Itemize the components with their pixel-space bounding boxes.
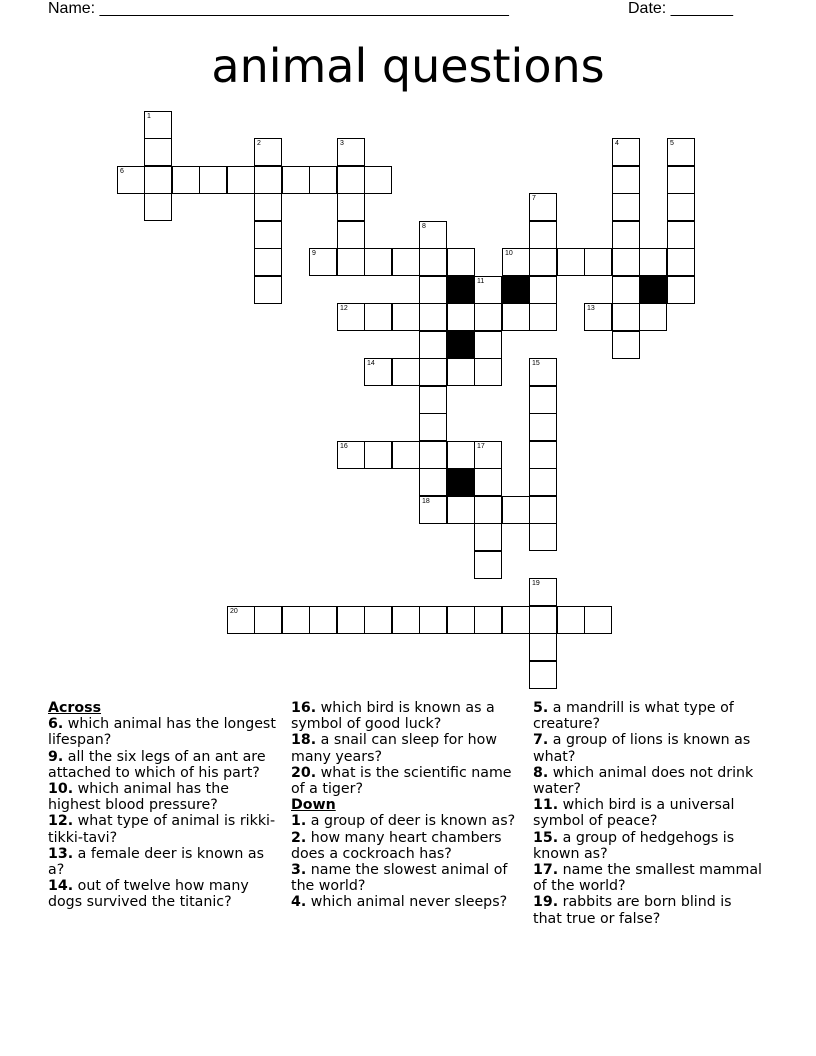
crossword-cell[interactable] [447,441,475,469]
crossword-cell[interactable] [667,248,695,276]
crossword-cell[interactable] [144,111,172,139]
crossword-cell[interactable] [419,496,447,524]
crossword-cell[interactable] [502,303,530,331]
crossword-cell[interactable] [447,358,475,386]
clue-number: 18 [422,498,430,505]
crossword-cell[interactable] [254,276,282,304]
crossword-cell[interactable] [419,386,447,414]
crossword-cell[interactable] [447,496,475,524]
crossword-cell[interactable] [529,633,557,661]
crossword-cell[interactable] [474,606,502,634]
crossword-cell[interactable] [529,441,557,469]
crossword-cell[interactable] [529,468,557,496]
clue-number: 2 [257,140,261,147]
clue-number-label: 10. [48,781,74,798]
crossword-cell[interactable] [502,248,530,276]
crossword-cell[interactable] [529,276,557,304]
date-field-label: Date: _______ [628,0,733,17]
crossword-cell[interactable] [144,138,172,166]
crossword-cell[interactable] [419,413,447,441]
crossword-cell[interactable] [309,248,337,276]
crossword-cell[interactable] [392,358,420,386]
crossword-cell[interactable] [529,221,557,249]
crossword-cell[interactable] [557,606,585,634]
clue-number-label: 6. [48,716,64,733]
crossword-cell[interactable] [529,578,557,606]
crossword-cell[interactable] [474,331,502,359]
clue-number-label: 9. [48,748,64,765]
across-heading: Across [48,700,102,716]
clue-number-label: 8. [533,764,549,781]
crossword-cell[interactable] [144,193,172,221]
clue-number: 1 [147,113,151,120]
clue-item [48,749,278,781]
clue-item [291,894,521,910]
clue-item [533,894,763,926]
crossword-cell[interactable] [612,166,640,194]
crossword-cell[interactable] [419,331,447,359]
crossword-black-square [502,276,530,304]
crossword-cell[interactable] [474,276,502,304]
clue-item [533,830,763,862]
crossword-cell[interactable] [584,606,612,634]
crossword-cell[interactable] [502,606,530,634]
clue-text: which animal has the highest blood pressure? [48,781,229,814]
crossword-cell[interactable] [419,606,447,634]
crossword-cell[interactable] [337,441,365,469]
crossword-cell[interactable] [474,303,502,331]
crossword-cell[interactable] [172,166,200,194]
clue-number-label: 17. [533,862,559,879]
crossword-cell[interactable] [474,523,502,551]
crossword-cell[interactable] [447,248,475,276]
crossword-cell[interactable] [419,248,447,276]
clues-column-3 [533,700,763,927]
clue-number-label: 4. [291,894,307,911]
clue-item [291,830,521,862]
crossword-cell[interactable] [392,303,420,331]
clue-text: a group of lions is known as what? [533,732,751,765]
clue-text: how many heart chambers does a cockroach has? [291,829,502,862]
clue-item [533,700,763,732]
crossword-cell[interactable] [254,138,282,166]
clue-text: name the slowest animal of the world? [291,862,508,895]
clue-number: 13 [587,305,595,312]
crossword-cell[interactable] [419,441,447,469]
crossword-cell[interactable] [364,166,392,194]
crossword-cell[interactable] [364,358,392,386]
crossword-cell[interactable] [667,276,695,304]
crossword-cell[interactable] [529,496,557,524]
crossword-cell[interactable] [667,166,695,194]
clue-number-label: 2. [291,829,307,846]
crossword-black-square [447,331,475,359]
crossword-cell[interactable] [612,138,640,166]
crossword-cell[interactable] [337,138,365,166]
crossword-cell[interactable] [254,166,282,194]
crossword-cell[interactable] [529,248,557,276]
clue-text: a mandrill is what type of creature? [533,700,734,733]
down-heading: Down [291,797,336,814]
crossword-cell[interactable] [502,496,530,524]
clue-text: what type of animal is rikki-tikki-tavi? [48,813,276,846]
clue-text: which bird is a universal symbol of peace? [533,797,735,830]
crossword-cell[interactable] [392,606,420,634]
crossword-cell[interactable] [529,303,557,331]
clue-text: out of twelve how many dogs survived the titanic? [48,878,249,911]
clue-text: what is the scientific name of a tiger? [291,764,512,798]
crossword-black-square [639,276,667,304]
clue-text: which bird is known as a symbol of good luck? [291,700,495,733]
clue-number-label: 7. [533,732,549,749]
crossword-cell[interactable] [227,166,255,194]
clue-item [533,765,763,797]
clue-number: 8 [422,223,426,230]
clue-text: a group of hedgehogs is known as? [533,829,735,862]
crossword-cell[interactable] [474,441,502,469]
clue-text: a female deer is known as a? [48,845,264,879]
clue-item [48,878,278,910]
clue-number: 20 [230,608,238,615]
crossword-cell[interactable] [337,221,365,249]
crossword-cell[interactable] [364,606,392,634]
clue-number-label: 15. [533,829,559,846]
clue-item [533,797,763,829]
clue-item [48,716,278,748]
clue-number: 17 [477,443,485,450]
crossword-cell[interactable] [612,221,640,249]
crossword-cell[interactable] [117,166,145,194]
clue-number: 10 [505,250,513,257]
clue-item [291,765,521,797]
crossword-cell[interactable] [529,358,557,386]
clue-number: 7 [532,195,536,202]
crossword-cell[interactable] [144,166,172,194]
crossword-cell[interactable] [474,468,502,496]
clue-number-label: 18. [291,732,317,749]
crossword-cell[interactable] [227,606,255,634]
clue-number-label: 1. [291,813,307,830]
crossword-cell[interactable] [529,661,557,689]
clue-item [533,862,763,894]
crossword-cell[interactable] [529,413,557,441]
crossword-cell[interactable] [612,248,640,276]
crossword-cell[interactable] [584,248,612,276]
clue-number-label: 3. [291,862,307,879]
clue-number: 5 [670,140,674,147]
crossword-cell[interactable] [282,606,310,634]
clue-item [48,781,278,813]
clue-item [291,732,521,764]
clue-number-label: 5. [533,700,549,716]
crossword-cell[interactable] [529,523,557,551]
crossword-cell[interactable] [419,468,447,496]
clue-number: 15 [532,360,540,367]
clue-number-label: 20. [291,764,317,781]
crossword-cell[interactable] [364,441,392,469]
crossword-cell[interactable] [447,303,475,331]
crossword-cell[interactable] [639,303,667,331]
crossword-cell[interactable] [529,386,557,414]
page-title: animal questions [211,39,605,93]
clue-item [48,813,278,845]
crossword-cell[interactable] [529,606,557,634]
crossword-cell[interactable] [282,166,310,194]
clue-text: rabbits are born blind is that true or false? [533,894,732,927]
crossword-cell[interactable] [529,193,557,221]
crossword-cell[interactable] [557,248,585,276]
clues-column-2 [291,700,521,911]
crossword-cell[interactable] [337,606,365,634]
crossword-cell[interactable] [337,166,365,194]
clue-number: 9 [312,250,316,257]
crossword-cell[interactable] [612,303,640,331]
clue-number-label: 14. [48,878,74,895]
crossword-cell[interactable] [337,193,365,221]
clue-number-label: 16. [291,700,317,716]
crossword-black-square [447,276,475,304]
clue-number: 4 [615,140,619,147]
clue-number: 12 [340,305,348,312]
clue-text: a group of deer is known as? [306,813,516,830]
crossword-cell[interactable] [254,221,282,249]
clue-number: 19 [532,580,540,587]
clue-text: which animal does not drink water? [533,764,754,798]
clue-text: a snail can sleep for how many years? [291,732,497,765]
clue-text: all the six legs of an ant are attached to which of his part? [48,748,266,781]
clue-item [291,862,521,894]
clue-number: 14 [367,360,375,367]
clue-item [533,732,763,764]
crossword-cell[interactable] [419,358,447,386]
crossword-cell[interactable] [309,606,337,634]
clue-number-label: 11. [533,797,559,814]
clue-item [48,846,278,878]
crossword-cell[interactable] [254,248,282,276]
clue-number-label: 12. [48,813,74,830]
clue-number: 16 [340,443,348,450]
crossword-cell[interactable] [337,248,365,276]
crossword-cell[interactable] [254,193,282,221]
crossword-cell[interactable] [474,551,502,579]
crossword-cell[interactable] [667,193,695,221]
crossword-cell[interactable] [474,358,502,386]
crossword-cell[interactable] [612,276,640,304]
crossword-cell[interactable] [667,138,695,166]
crossword-cell[interactable] [254,606,282,634]
crossword-cell[interactable] [612,331,640,359]
crossword-cell[interactable] [337,303,365,331]
crossword-cell[interactable] [392,248,420,276]
clue-text: which animal has the longest lifespan? [48,716,276,749]
clue-number-label: 13. [48,845,74,862]
crossword-cell[interactable] [474,496,502,524]
crossword-cell[interactable] [419,303,447,331]
crossword-cell[interactable] [419,221,447,249]
clue-number: 6 [120,168,124,175]
crossword-cell[interactable] [364,303,392,331]
name-field-label: Name: ______________________________________________ [48,0,509,17]
clue-number: 3 [340,140,344,147]
crossword-cell[interactable] [639,248,667,276]
crossword-cell[interactable] [309,166,337,194]
crossword-cell[interactable] [392,441,420,469]
clue-number: 11 [477,278,485,285]
crossword-cell[interactable] [419,276,447,304]
crossword-cell[interactable] [667,221,695,249]
crossword-cell[interactable] [612,193,640,221]
crossword-cell[interactable] [199,166,227,194]
crossword-cell[interactable] [584,303,612,331]
clues-column-1 [48,700,278,911]
crossword-cell[interactable] [364,248,392,276]
clue-text: name the smallest mammal of the world? [533,862,762,895]
crossword-black-square [447,468,475,496]
clue-item [291,813,521,829]
clue-item [291,700,521,732]
crossword-cell[interactable] [447,606,475,634]
clue-number-label: 19. [533,894,559,911]
clue-text: which animal never sleeps? [306,894,508,911]
